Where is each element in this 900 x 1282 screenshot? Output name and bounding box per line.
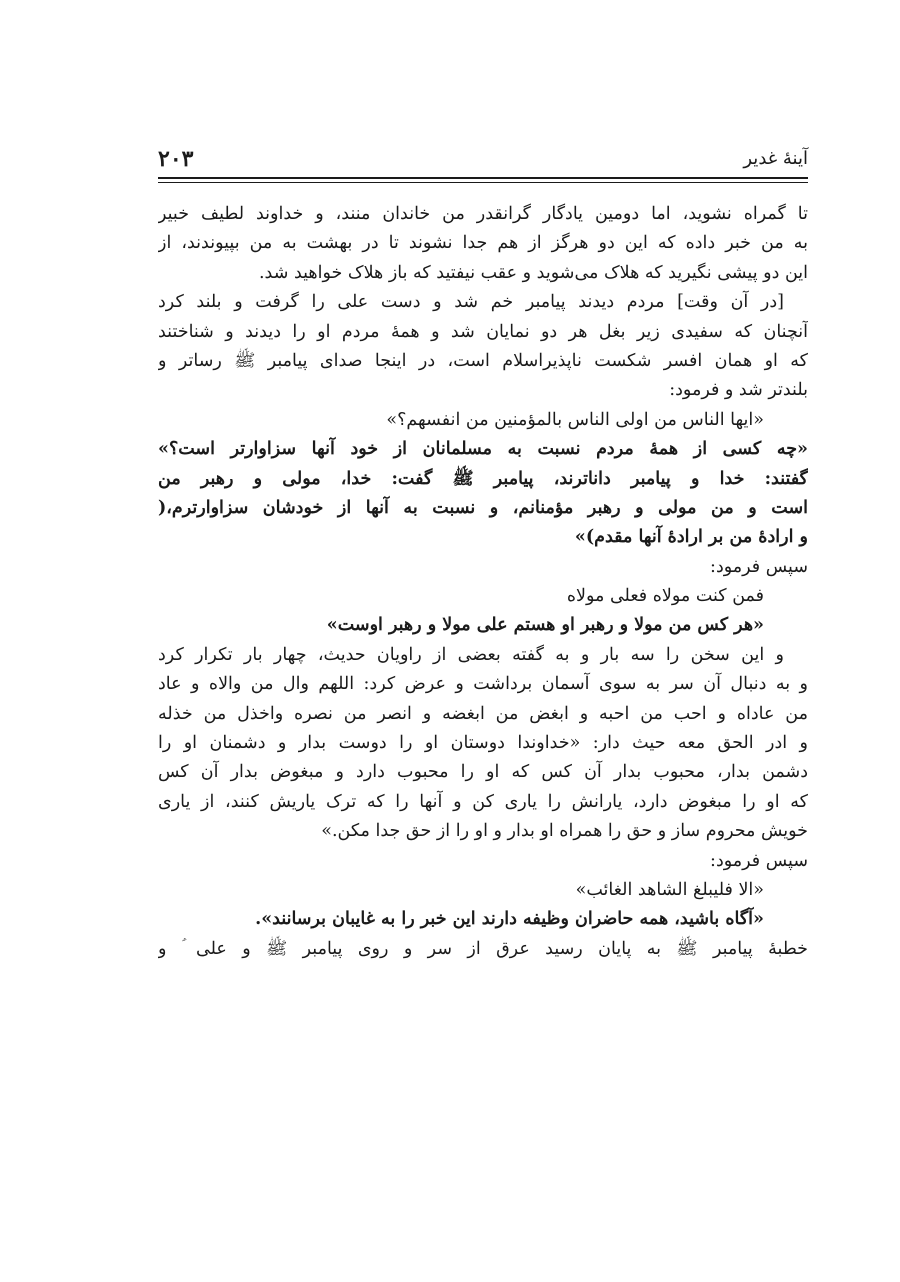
text-line: به من خبر داده که این دو هرگز از هم جدا نشوند تا در بهشت به من بپیوندند، از	[158, 233, 808, 254]
text-line: دشمن بدار، محبوب بدار آن کس که او را محبوب دارد و مبغوض بدار آن کس	[158, 762, 808, 783]
header-rule-thin	[158, 182, 808, 183]
text-line: و ادر الحق معه حیث دار: «خداوندا دوستان او را دوست بدار و دشمنان او را	[158, 733, 808, 754]
text-line: من عاداه و احب من احبه و ابغض من ابغضه و انصر من نصره واخذل من خذله	[158, 703, 808, 724]
text-line: این دو پیشی نگیرید که هلاک می‌شوید و عقب نیفتید که باز هلاک خواهید شد.	[258, 262, 808, 283]
bold-translation-line: «چه کسی از همهٔ مردم نسبت به مسلمانان از خود آنها سزاوارتر است؟»	[158, 439, 808, 460]
text-line: بلندتر شد و فرمود:	[669, 380, 808, 401]
text-line: آنچنان که سفیدی زیر بغل هر دو نمایان شد و همهٔ مردم او را دیدند و شناختند	[158, 321, 808, 342]
bold-translation-line: «هر کس من مولا و رهبر او هستم علی مولا و رهبر اوست»	[326, 615, 764, 636]
text-line: و به دنبال آن سر به سوی آسمان برداشت و عرض کرد: اللهم وال من والاه و عاد	[158, 674, 808, 695]
arabic-quote-line: فمن کنت مولاه فعلی مولاه	[566, 586, 764, 607]
text-line: سپس فرمود:	[710, 556, 808, 577]
text-line: سپس فرمود:	[710, 850, 808, 871]
text-line: [در آن وقت] مردم دیدند پیامبر خم شد و دست علی را گرفت و بلند کرد	[158, 292, 784, 313]
arabic-quote-line: «ایها الناس من اولی الناس بالمؤمنین من انفسهم؟»	[386, 409, 764, 430]
book-title: آینهٔ غدیر	[743, 148, 808, 169]
text-line: تا گمراه نشوید، اما دومین یادگار گرانقدر من خاندان منند، و خداوند لطیف خبیر	[158, 204, 808, 224]
page-body	[158, 200, 808, 964]
text-line: که او همان افسر شکست ناپذیراسلام است، در اینجا صدای پیامبر ﷺ رساتر و	[158, 350, 808, 371]
bold-translation-line: است و من مولی و رهبر مؤمنانم، و نسبت به آنها از خودشان سزاوارترم،(	[158, 497, 808, 518]
text-line: و این سخن را سه بار و به گفته بعضی از راویان حدیث، چهار بار تکرار کرد	[158, 644, 784, 665]
bold-translation-line: و ارادهٔ من بر ارادهٔ آنها مقدم)»	[574, 527, 808, 548]
page-number: ۲۰۳	[158, 146, 194, 172]
header-rule-thick	[158, 177, 808, 179]
bold-translation-line: گفتند: خدا و پیامبر داناترند، پیامبر ﷺ گفت: خدا، مولی و رهبر من	[158, 468, 808, 489]
arabic-quote-line: «الا فلیبلغ الشاهد الغائب»	[575, 879, 764, 900]
text-line: خویش محروم ساز و حق را همراه او بدار و او را از حق جدا مکن.»	[321, 821, 808, 842]
bold-translation-line: «آگاه باشید، همه حاضران وظیفه دارند این خبر را به غایبان برسانند».	[255, 909, 764, 930]
text-line: خطبهٔ پیامبر ﷺ به پایان رسید عرق از سر و روی پیامبر ﷺ و علی ؑ و	[158, 938, 808, 959]
running-header	[158, 146, 808, 174]
text-line: که او را مبغوض دارد، یارانش را یاری کن و آنها را که ترک یاریش کنند، از یاری	[158, 791, 808, 812]
